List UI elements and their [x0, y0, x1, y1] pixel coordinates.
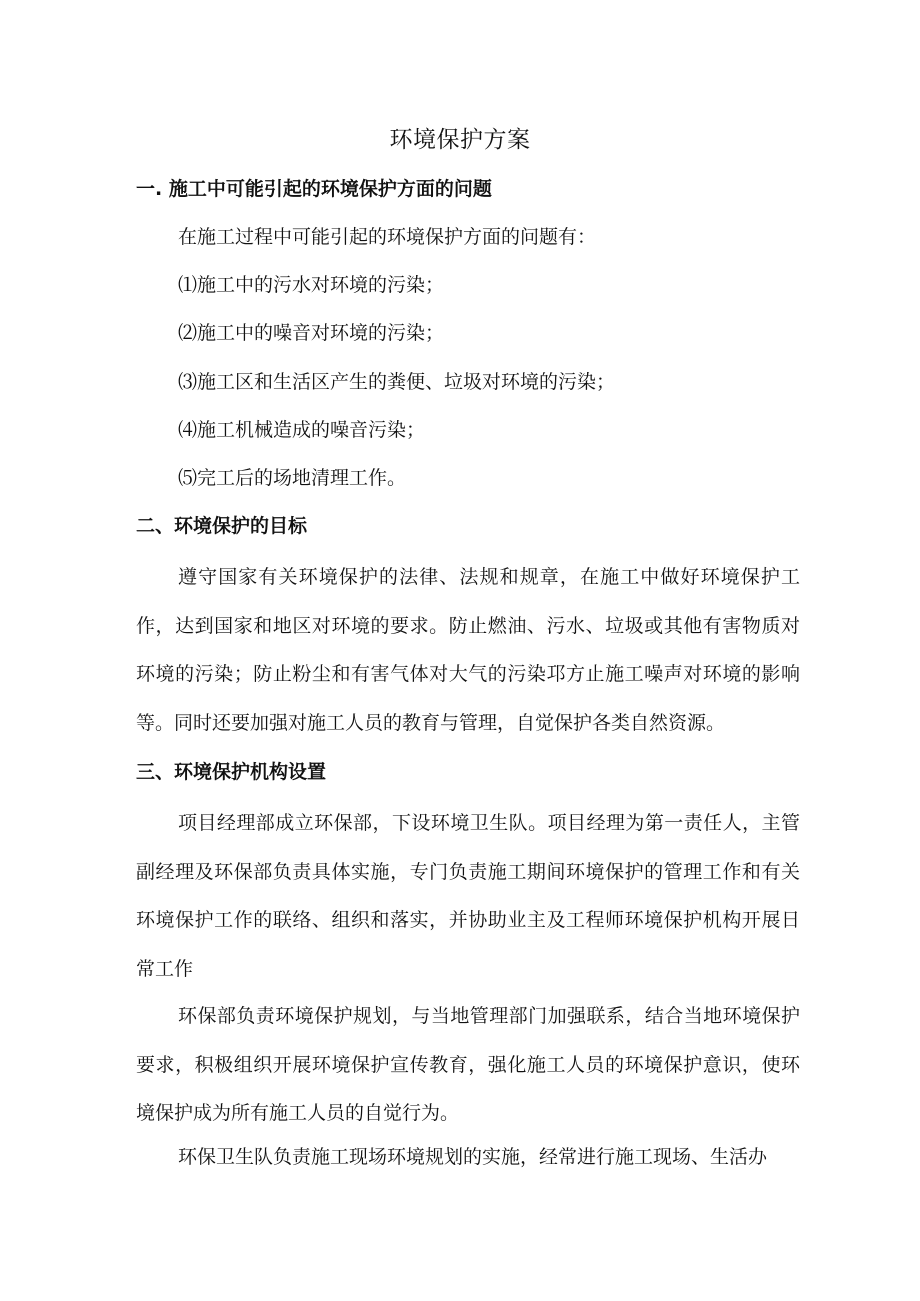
section-3-heading: 三、环境保护机构设置 — [136, 761, 327, 783]
section-2-heading: 二、环境保护的目标 — [136, 515, 308, 537]
document-title: 环境保护方案 — [389, 127, 531, 153]
section-3-paragraph-3: 环保卫生队负责施工现场环境规划的实施，经常进行施工现场、生活办 — [178, 1146, 768, 1168]
section-1-intro: 在施工过程中可能引起的环境保护方面的问题有： — [178, 226, 597, 248]
section-1-item-5: ⑸完工后的场地清理工作。 — [178, 467, 407, 489]
section-3-paragraph-1: 项目经理部成立环保部，下设环境卫生队。项目经理为第一责任人，主管副经理及环保部负责具体实施，专门负责施工期间环境保护的管理工作和有关环境保护工作的联络、组织和落实，并协助业主及工程师环境保护机构开展日常工作 — [136, 812, 800, 980]
section-3-paragraph-2: 环保部负责环境保护规划，与当地管理部门加强联系，结合当地环境保护要求，积极组织开展环境保护宣传教育，强化施工人员的环境保护意识，使环境保护成为所有施工人员的自觉行为。 — [136, 1005, 800, 1124]
section-1-item-3: ⑶施工区和生活区产生的粪便、垃圾对环境的污染； — [178, 371, 616, 393]
section-1-item-2: ⑵施工中的噪音对环境的污染； — [178, 322, 445, 344]
section-1-item-4: ⑷施工机械造成的噪音污染； — [178, 419, 426, 441]
section-1-item-1: ⑴施工中的污水对环境的污染； — [178, 274, 445, 296]
section-1-heading: 一. 施工中可能引起的环境保护方面的问题 — [136, 178, 492, 200]
section-2-paragraph: 遵守国家有关环境保护的法律、法规和规章，在施工中做好环境保护工作，达到国家和地区对环境的要求。防止燃油、污水、垃圾或其他有害物质对环境的污染；防止粉尘和有害气体对大气的污染邛方止施工噪声对环境的影响等。同时还要加强对施工人员的教育与管理，自觉保护各类自然资源。 — [136, 566, 800, 734]
